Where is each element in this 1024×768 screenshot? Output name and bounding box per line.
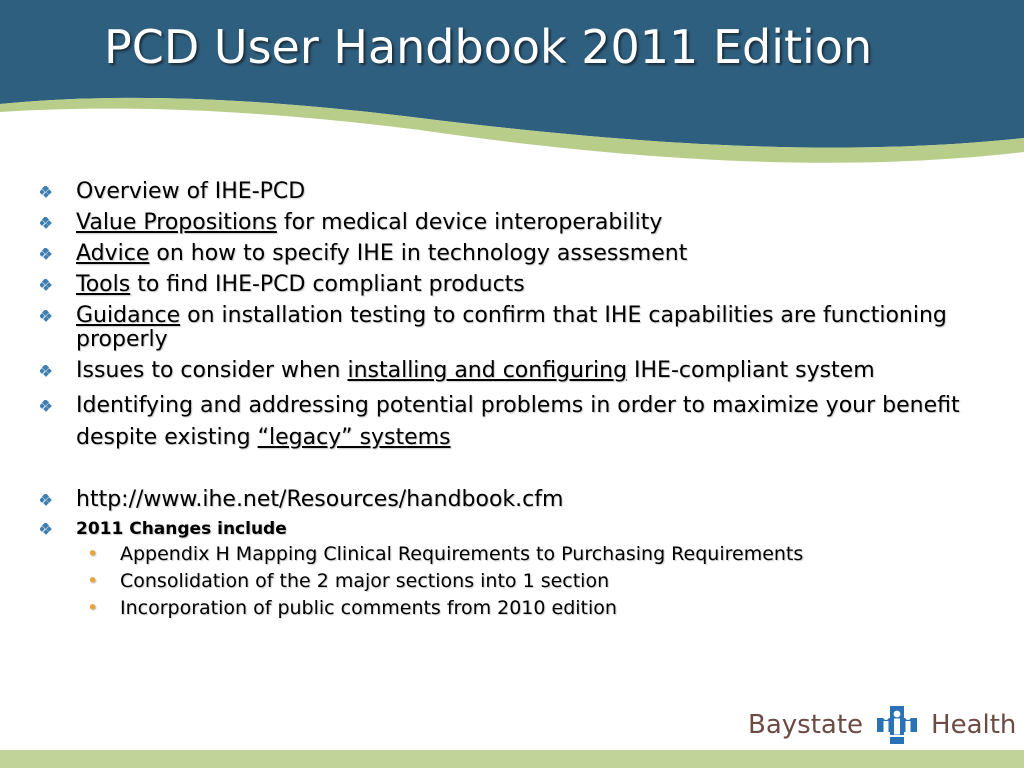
diamond-bullet-icon bbox=[40, 494, 52, 506]
diamond-bullet-icon bbox=[40, 400, 52, 412]
advice-link[interactable]: Advice bbox=[76, 241, 150, 266]
bullet-guidance bbox=[40, 304, 1000, 352]
diamond-bullet-icon bbox=[40, 310, 52, 322]
changes-sublist bbox=[40, 543, 1000, 620]
sub-bullet-text: Consolidation of the 2 major sections into 1 section bbox=[120, 570, 610, 592]
bullet-text: Identifying and addressing potential problems in order to maximize your benefit despite existing bbox=[76, 393, 960, 450]
diamond-bullet-icon bbox=[40, 523, 52, 535]
handbook-url-link[interactable]: http://www.ihe.net/Resources/handbook.cfm bbox=[76, 487, 564, 512]
guidance-link[interactable]: Guidance bbox=[76, 303, 181, 328]
bullet-text: for medical device interoperability bbox=[276, 210, 663, 235]
footer-bar bbox=[0, 750, 1024, 768]
value-propositions-link[interactable]: Value Propositions bbox=[76, 210, 277, 235]
diamond-bullet-icon bbox=[40, 365, 52, 377]
bullet-tools bbox=[40, 273, 1000, 297]
bullet-text: to find IHE-PCD compliant products bbox=[130, 272, 525, 297]
bullet-value-propositions bbox=[40, 211, 1000, 235]
bullet-text: Issues to consider when bbox=[76, 358, 348, 383]
bullet-overview bbox=[40, 180, 1000, 204]
slide-content bbox=[40, 180, 1000, 624]
sub-bullet-appendix bbox=[40, 543, 1000, 566]
bullet-list bbox=[40, 180, 1000, 620]
tools-link[interactable]: Tools bbox=[76, 272, 131, 297]
bullet-text: on installation testing to confirm that IHE capabilities are functioning properly bbox=[76, 303, 947, 352]
installing-configuring-link[interactable]: installing and configuring bbox=[347, 358, 628, 383]
bullet-changes bbox=[40, 519, 1000, 620]
diamond-bullet-icon bbox=[40, 279, 52, 291]
bullet-issues bbox=[40, 359, 1000, 383]
sub-bullet-text: Incorporation of public comments from 2010 edition bbox=[120, 597, 617, 619]
slide-title: PCD User Handbook 2011 Edition bbox=[104, 20, 873, 74]
baystate-people-cross-icon bbox=[875, 704, 919, 746]
bullet-legacy bbox=[40, 390, 1000, 454]
bullet-advice bbox=[40, 242, 1000, 266]
sub-bullet-comments bbox=[40, 597, 1000, 620]
diamond-bullet-icon bbox=[40, 248, 52, 260]
baystate-health-logo bbox=[748, 704, 1016, 746]
logo-word-baystate: Baystate bbox=[748, 710, 864, 740]
sub-bullet-consolidation bbox=[40, 570, 1000, 593]
dot-bullet-icon: • bbox=[87, 570, 99, 592]
dot-bullet-icon: • bbox=[87, 597, 99, 619]
bullet-text: Overview of IHE-PCD bbox=[76, 179, 306, 204]
sub-bullet-text: Appendix H Mapping Clinical Requirements to Purchasing Requirements bbox=[120, 543, 804, 565]
legacy-systems-link[interactable]: “legacy” systems bbox=[257, 425, 451, 450]
diamond-bullet-icon bbox=[40, 186, 52, 198]
dot-bullet-icon: • bbox=[87, 543, 99, 565]
bullet-text: on how to specify IHE in technology assessment bbox=[149, 241, 688, 266]
logo-word-health: Health bbox=[931, 710, 1017, 740]
bullet-text: IHE-compliant system bbox=[627, 358, 875, 383]
diamond-bullet-icon bbox=[40, 217, 52, 229]
bullet-text: 2011 Changes include bbox=[76, 519, 287, 539]
bullet-url bbox=[40, 488, 1000, 512]
